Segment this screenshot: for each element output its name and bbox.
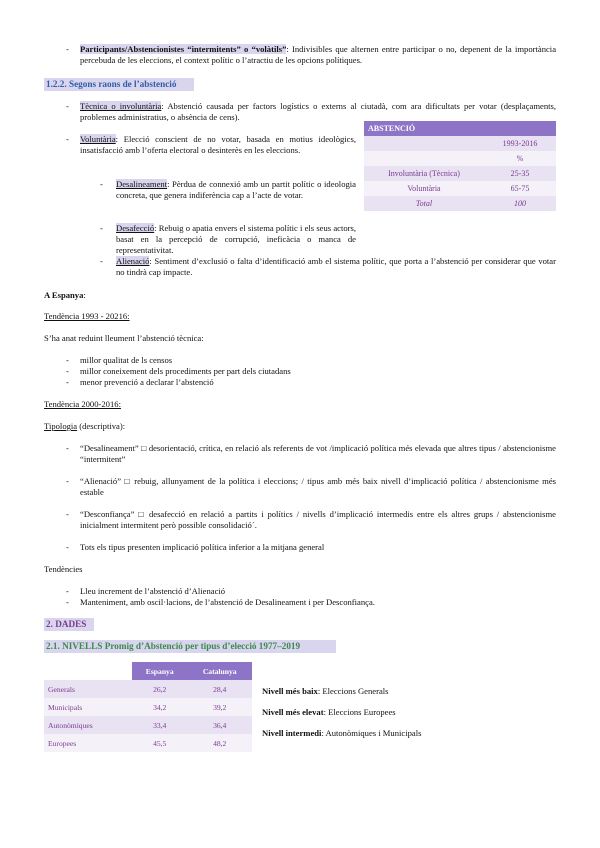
list-item: Manteniment, amb oscil·lacions, de l’abstenció de Desalineament i per Desconfiança. xyxy=(80,597,375,607)
row-label: Europees xyxy=(44,734,132,752)
table-cell-empty xyxy=(364,136,484,151)
definition: : Eleccions Generals xyxy=(317,686,389,696)
bullet-dash: - xyxy=(66,355,69,365)
sub-bullet-desafeccio-line1 xyxy=(116,223,356,256)
section-heading-1-2-2: 1.2.2. Segons raons de l’abstenció xyxy=(46,79,177,89)
espanya-label: A Espanya: xyxy=(44,290,86,300)
row-label: Municipals xyxy=(44,698,132,716)
row-value: 65-75 xyxy=(484,181,556,196)
tendencia-1-intro: S’ha anat reduint lleument l’abstenció tècnica: xyxy=(44,333,204,343)
espanya-text: A Espanya xyxy=(44,290,84,300)
bullet-dash: - xyxy=(100,179,103,189)
bullet-dash: - xyxy=(66,443,69,453)
list-item: Lleu increment de l’abstenció d’Alienació xyxy=(80,586,226,596)
bullet-dash: - xyxy=(66,44,69,54)
list-item: Tots els tipus presenten implicació política inferior a la mitjana general xyxy=(80,542,325,552)
section-heading-2-1: 2.1. NIVELLS Promig d’Abstenció per tipus d’elecció 1977–2019 xyxy=(46,641,301,651)
level-highest xyxy=(262,707,396,718)
value-catalunya: 36,4 xyxy=(187,716,252,734)
section-heading-2: 2. DADES xyxy=(46,619,87,629)
row-label: Generals xyxy=(44,680,132,698)
term: Voluntària xyxy=(80,134,116,144)
abstention-table xyxy=(364,121,556,211)
definition: : Pèrdua de connexió amb un partit polític o ideologia concreta, que genera indiferència cap a l’acte de votar. xyxy=(116,179,356,200)
bullet-dash: - xyxy=(66,366,69,376)
definition: : Sentiment d’exclusió o falta d’identificació amb el sistema polític, que porta a l’abstenció per considerar que votar no tindrà cap impacte. xyxy=(116,256,556,277)
tendencia-2-title: Tendència 2000-2016: xyxy=(44,399,121,409)
term: Participants/Abstencionistes “intermitents” o “volàtils” xyxy=(80,44,287,54)
tipologia-label xyxy=(44,421,125,432)
value-espanya: 33,4 xyxy=(132,716,187,734)
value-catalunya: 39,2 xyxy=(187,698,252,716)
bullet-dash: - xyxy=(66,377,69,387)
value-espanya: 45,5 xyxy=(132,734,187,752)
row-label: Autonòmiques xyxy=(44,716,132,734)
term: Tècnica o involuntària xyxy=(80,101,162,111)
bullet-voluntaria xyxy=(80,134,356,156)
level-intermediate xyxy=(262,728,421,739)
list-item: menor prevenció a declarar l’abstenció xyxy=(80,377,214,387)
definition: : Elecció conscient de no votar, basada en motius ideològics, insatisfacció amb l’oferta electoral o desinterès en les eleccions. xyxy=(80,134,356,155)
term: Desafecció xyxy=(116,223,155,233)
value-catalunya: 28,4 xyxy=(187,680,252,698)
bullet-dash: - xyxy=(66,509,69,519)
term: Desalineament xyxy=(116,179,168,189)
bullet-dash: - xyxy=(100,256,103,266)
list-item: millor coneixement dels procediments per part dels ciutadans xyxy=(80,366,291,376)
row-value: 25-35 xyxy=(484,166,556,181)
bullet-dash: - xyxy=(66,542,69,552)
list-item: “Alienació” □ rebuig, allunyament de la política i eleccions; / tipus amb més baix nivell d’implicació política / abstencionisme més estable xyxy=(80,476,556,497)
tendencies-title: Tendències xyxy=(44,564,83,574)
value-espanya: 34,2 xyxy=(132,698,187,716)
list-item: “Desalineament” □ desorientació, crítica, en relació als referents de vot /implicació política més elevada que altres tipus / abstencionisme “intermitent” xyxy=(80,443,556,464)
list-item: millor qualitat de ls censos xyxy=(80,355,173,365)
term: Alienació xyxy=(116,256,150,266)
bullet-tecnica xyxy=(80,101,556,123)
bullet-dash: - xyxy=(100,223,103,233)
level-lowest xyxy=(262,686,389,697)
table-header: ABSTENCIÓ xyxy=(364,121,484,136)
row-label: Involuntària (Tècnica) xyxy=(364,166,484,181)
unit-cell: % xyxy=(484,151,556,166)
col-header: Espanya xyxy=(132,662,187,680)
bullet-dash: - xyxy=(66,134,69,144)
bullet-dash: - xyxy=(66,597,69,607)
definition: : Abstenció causada per factors logístics o externs al ciutadà, com ara dificultats per votar (desplaçaments, problemes administratius, o absència de cens). xyxy=(80,101,556,122)
col-header: Catalunya xyxy=(187,662,252,680)
value-espanya: 26,2 xyxy=(132,680,187,698)
tipologia-suffix: (descriptiva): xyxy=(77,421,126,431)
definition: : Autonòmiques i Municipals xyxy=(321,728,422,738)
term: Nivell intermedi xyxy=(262,728,322,738)
table-header-empty xyxy=(484,121,556,136)
definition: : Indivisibles que alternen entre participar o no, depenent de la importància percebuda de les eleccions, el context polític o l’atractiu de les opcions polítiques. xyxy=(80,44,557,65)
term: Nivell més elevat xyxy=(262,707,324,717)
averages-table xyxy=(44,662,252,752)
bullet-dash: - xyxy=(66,101,69,111)
sub-bullet-desalineament xyxy=(116,179,356,201)
bullet-dash: - xyxy=(66,586,69,596)
list-item: “Desconfiança” □ desafecció en relació a partits i polítics / nivells d’implicació intermedis entre els altres grups / abstencionisme inicialment intermitent però possible consolidació´. xyxy=(80,509,556,530)
table-cell-empty xyxy=(364,151,484,166)
row-label: Voluntària xyxy=(364,181,484,196)
term: Nivell més baix xyxy=(262,686,318,696)
period-cell: 1993-2016 xyxy=(484,136,556,151)
definition: : Eleccions Europees xyxy=(323,707,396,717)
bullet-dash: - xyxy=(66,476,69,486)
row-label: Total xyxy=(364,196,484,211)
definition: : Rebuig o apatia envers el sistema polític i els seus actors, basat en la percepció de corrupció, ineficàcia o manca de representativitat. xyxy=(116,223,356,255)
value-catalunya: 48,2 xyxy=(187,734,252,752)
bullet-intermitents xyxy=(80,44,556,66)
sub-bullet-alienacio xyxy=(116,256,556,278)
tipologia-text: Tipologia xyxy=(44,421,78,431)
row-value: 100 xyxy=(484,196,556,211)
table-header-empty xyxy=(44,662,132,680)
tendencia-1-title: Tendència 1993 - 20216: xyxy=(44,311,130,321)
